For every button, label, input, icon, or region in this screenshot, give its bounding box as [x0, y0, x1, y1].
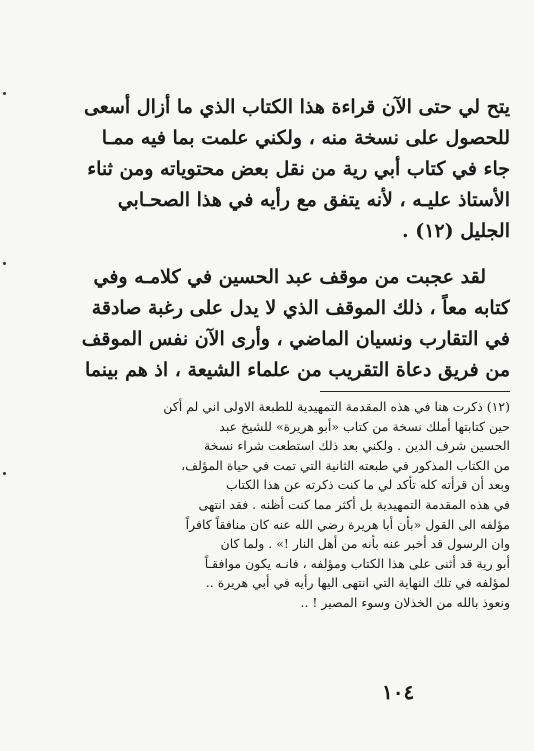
text-line: كتابه معاً ، ذلك الموقف الذي لا يدل على رغبة صادقة [91, 297, 510, 319]
margin-mark [3, 92, 6, 95]
footnote-line: أبو رية قد أثنى على هذا الكتاب ومؤلفه ، فانـه يكون موافقـاً [204, 555, 510, 571]
text-line: الجليل (١٢) . [401, 220, 510, 242]
footnote-line: مؤلفه الى القول «بأن أبا هريرة رضي الله عنه كان منافقاً كافراً [185, 516, 510, 532]
text-line: يتح لي حتى الآن قراءة هذا الكتاب الذي ما أزال أسعى [83, 96, 510, 118]
margin-mark [3, 262, 6, 265]
margin-mark [3, 472, 6, 475]
text-line: الأستاذ عليـه ، لأنه يتفق مع رأيه في هذا الصحـابي [117, 189, 510, 211]
footnote-line: حين كتابتها أملك نسخة من كتاب «أبو هريرة» للشيخ عبد [219, 418, 510, 434]
body-paragraph-1 [82, 92, 510, 247]
page-number: ١٠٤ [382, 680, 415, 704]
footnote-line: الحسين شرف الدين . ولكني بعد ذلك استطعت شراء نسخة [203, 438, 510, 454]
footnote-line: من الكتاب المذكور في طبعته الثانية التي تمت في حياة المؤلف، [181, 457, 510, 473]
footnote-line: لمؤلفه في تلك النهاية التي انتهى اليها رأيه في أبي هريرة .. [205, 575, 510, 591]
footnote-line: (١٢) ذكرت هنا في هذه المقدمة التمهيدية للطبعة الاولى اني لم أكن [163, 399, 510, 414]
text-line: للحصول على نسخة منه ، ولكني علمت بما فيه ممـا [101, 127, 510, 149]
footnote [82, 397, 510, 613]
text-line: في التقارب ونسيان الماضي ، وأرى الآن نفس الموقف [82, 328, 510, 350]
footnote-separator [320, 391, 510, 392]
footnote-line: ونعوذ بالله من الخذلان وسوء المصير ! .. [300, 594, 510, 610]
text-line: من فريق دعاة التقريب من علماء الشيعة ، اذ هم بينما [84, 359, 510, 381]
footnote-line: في هذه المقدمة التمهيدية بل أكثر مما كنت أظنه . فقد انتهى [198, 496, 510, 512]
body-paragraph-2 [82, 262, 510, 386]
text-line: جاء في كتاب أبي رية من نقل بعض محتوياته ومن ثناء [87, 158, 510, 180]
footnote-line: وان الرسول قد أخبر عنه بأنه من أهل النار !» . ولما كان [220, 536, 510, 552]
footnote-line: وبعد أن قرأته كله تأكد لي ما كنت ذكرته عن هذا الكتاب [225, 477, 510, 493]
text-line: لقد عجبت من موقف عبد الحسين في كلامـه وفي [93, 266, 486, 288]
